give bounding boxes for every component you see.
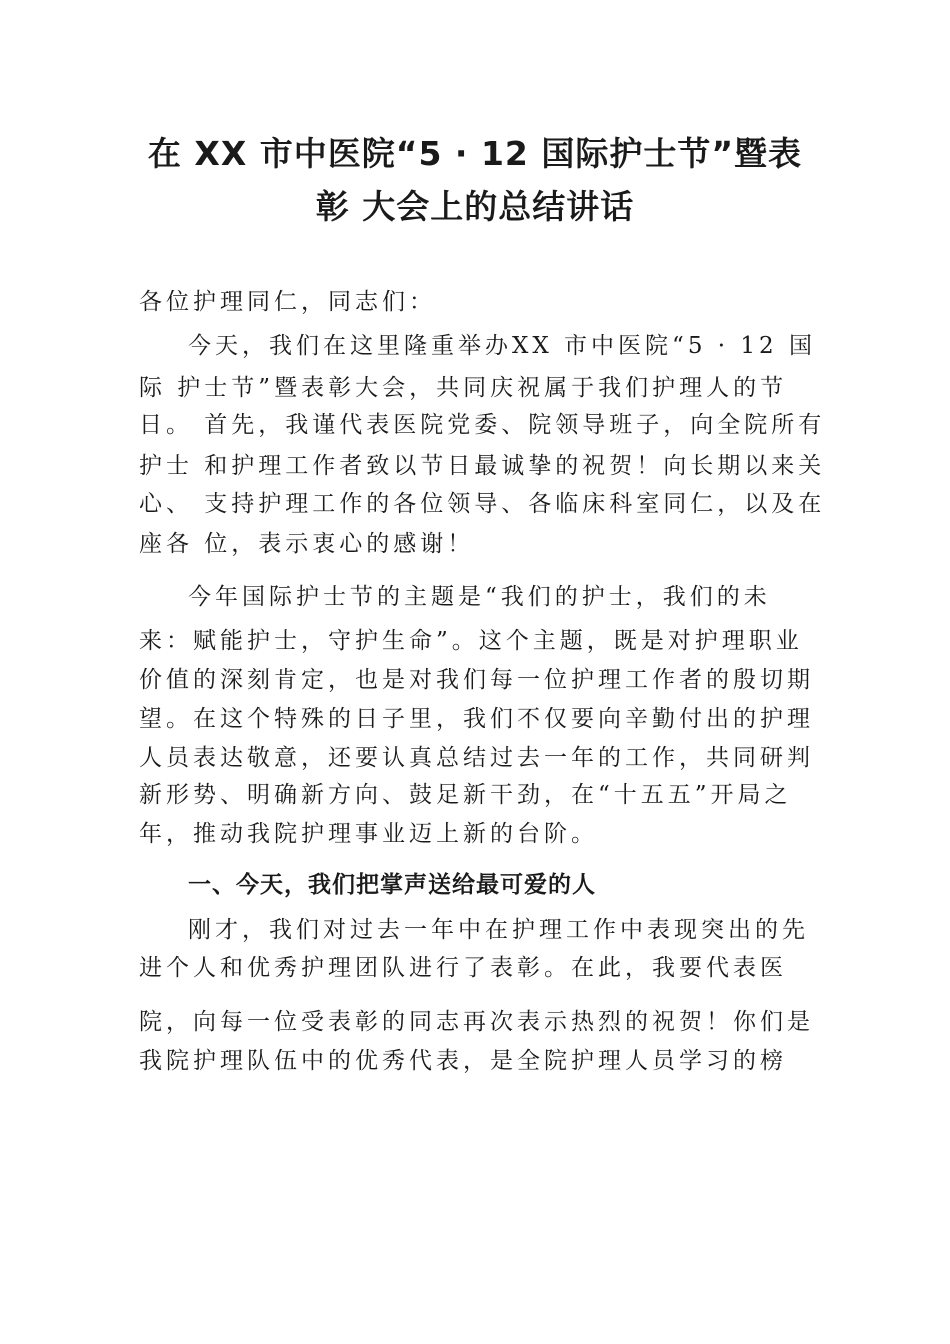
paragraph-3-line-4: 我院护理队伍中的优秀代表，是全院护理人员学习的榜	[139, 1048, 787, 1074]
paragraph-3-line-2: 进个人和优秀护理团队进行了表彰。在此，我要代表医	[139, 955, 787, 981]
paragraph-1-line-4: 护士 和护理工作者致以节日最诚挚的祝贺！向长期以来关	[139, 453, 826, 479]
paragraph-2-line-2: 来：赋能护士，守护生命”。这个主题，既是对护理职业	[139, 628, 803, 654]
paragraph-1-line-5: 心、 支持护理工作的各位领导、各临床科室同仁，以及在	[139, 491, 826, 517]
paragraph-2-line-4: 望。在这个特殊的日子里，我们不仅要向辛勤付出的护理	[139, 706, 814, 732]
paragraph-3-line-1: 刚才，我们对过去一年中在护理工作中表现突出的先	[188, 917, 809, 943]
paragraph-3-line-3: 院，向每一位受表彰的同志再次表示热烈的祝贺！你们是	[139, 1009, 814, 1035]
section-heading-1: 一、今天，我们把掌声送给最可爱的人	[188, 872, 596, 898]
salutation: 各位护理同仁，同志们：	[139, 289, 436, 315]
paragraph-2-line-7: 年，推动我院护理事业迈上新的台阶。	[139, 821, 598, 847]
paragraph-1-line-1: 今天，我们在这里隆重举办XX 市中医院“5 · 12 国	[188, 333, 816, 359]
paragraph-2-line-5: 人员表达敬意，还要认真总结过去一年的工作，共同研判	[139, 745, 814, 771]
document-title-line-1: 在 XX 市中医院“5 · 12 国际护士节”暨表	[147, 134, 803, 173]
paragraph-1-line-3: 日。 首先，我谨代表医院党委、院领导班子，向全院所有	[139, 412, 826, 438]
paragraph-2-line-3: 价值的深刻肯定，也是对我们每一位护理工作者的殷切期	[139, 667, 814, 693]
document-title-line-2: 彰 大会上的总结讲话	[315, 187, 635, 226]
paragraph-2-line-6: 新形势、明确新方向、鼓足新干劲，在“十五五”开局之	[139, 782, 792, 808]
paragraph-2-line-1: 今年国际护士节的主题是“我们的护士，我们的未	[188, 584, 771, 610]
paragraph-1-line-6: 座各 位，表示衷心的感谢！	[139, 531, 475, 557]
paragraph-1-line-2: 际 护士节”暨表彰大会，共同庆祝属于我们护理人的节	[139, 375, 788, 401]
